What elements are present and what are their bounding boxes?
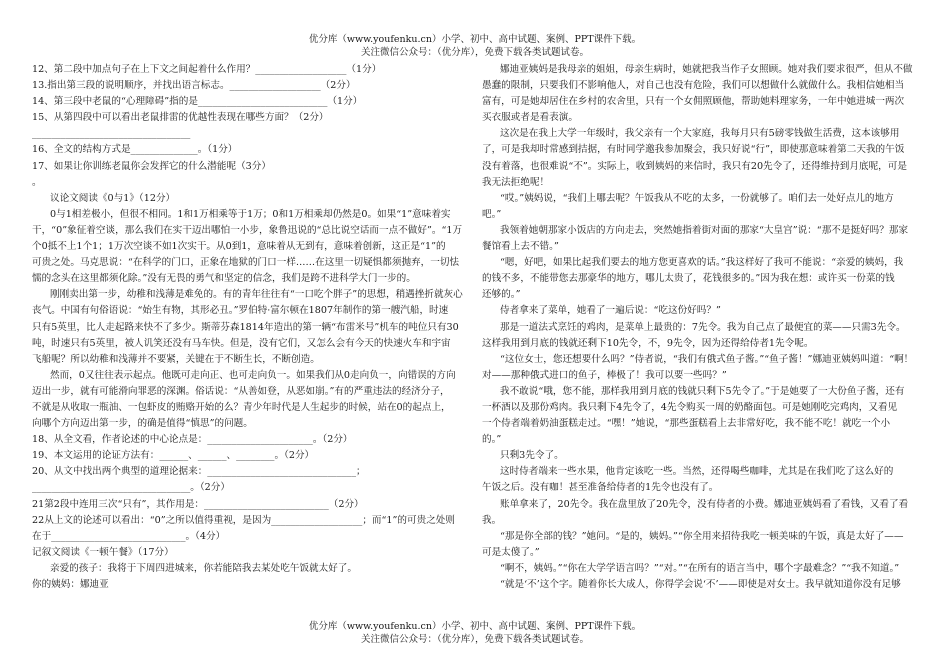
q15-line: 15、从第四段中可以看出老鼠排雷的优越性表现在哪些方面？（2分） xyxy=(32,112,329,124)
essay-line: 只有5英里，比人走起路来快不了多少。斯蒂芬森1814年造出的第一辆“布雷米号”机车的吨位只有30 xyxy=(32,321,459,333)
story-line: 午饭之后。没有咖！甚至准备给侍者的1先令也没有了。 xyxy=(482,482,719,494)
essay-line: 不就是从收取一瓶油、一包虾皮的贿赂开始的么？青少年时代是人生起步的时候，站在0的起点上， xyxy=(32,401,451,413)
essay-line: 刚刚卖出第一步，幼稚和浅薄是难免的。有的青年往往有“一口吃个胖子”的思想，稍遇挫折就灰心 xyxy=(50,289,463,301)
story-line: 侍者拿来了菜单，她看了一遍后说：“吃这份好吗？” xyxy=(500,305,721,317)
story-line: “嗯，好吧，如果比起我们要去的地方您更喜欢的话。”我这样好了我可不能说：“亲爱的姨妈，我 xyxy=(500,257,904,269)
left-column xyxy=(32,62,462,593)
essay-line: 懦的念头在这里都须化除。”没有无畏的勇气和坚定的信念，我们是跨不进科学大门一步的。 xyxy=(32,273,416,285)
story-line: 还够的。” xyxy=(482,289,521,301)
story-line: “哎。”姨妈说，“我们上哪去呢？午饭我从不吃的太多，一份就够了。咱们去一处好点儿的地方 xyxy=(500,192,894,204)
q19-line: 19、本文运用的论证方法有：______、______、________。（2分） xyxy=(32,450,315,462)
story-line: “这位女士，您还想要什么吗？”侍者说，“我们有俄式鱼子酱。”“鱼子酱！”娜迪亚姨妈叫道：“啊！ xyxy=(500,353,914,365)
essay-line: 干，“0”象征着空谈，那么我们在实干迈出哪怕一小步，象鲁迅说的“总比说空话而一点不做好”。“1万 xyxy=(32,224,463,236)
essay-line: 迈出一步，就有可能滑向罪恶的深渊。俗话说：“从善如登，从恶如崩。”有的严重违法的经济分子， xyxy=(32,385,450,397)
essay-line: 向哪个方向迈出第一步，的确是值得“慎思”的问题。 xyxy=(32,418,253,430)
story-line: 那是一道法式烹饪的鸡肉，是菜单上最贵的：7先令。我为自己点了最便宜的菜——只需3先令。 xyxy=(500,321,906,333)
story-line: 我领着她朝那家小饭店的方向走去，突然她指着街对面的那家“大皇宫”说：“那不是挺好吗？那家 xyxy=(500,224,909,236)
story-line: 的。” xyxy=(482,434,502,446)
story-line: 吧。” xyxy=(482,208,502,220)
q21-line: 21第2段中连用三次“只有”，其作用是：__________________________（2分） xyxy=(32,498,364,510)
story-line: 愚蠢的限制，只要我们不影响他人，对自己也没有危险，我们可以想做什么就做什么。我相信她相当 xyxy=(482,80,905,92)
q18-line: 18、从全文看，作者论述的中心论点是：______________________。（2分） xyxy=(32,434,353,446)
q20-line: 20、从文中找出两个典型的道理论据来：_______________________________； xyxy=(32,466,366,478)
right-column xyxy=(482,62,918,593)
story-line: 我不敢说“哦，您不能，那样我用到月底的钱就只剩下5先令了。”于是她要了一大份鱼子酱，还有 xyxy=(500,385,905,397)
answer-blank-line: _________________________________ xyxy=(32,128,191,140)
essay-line: 吨，时速只有5英里，被人讥笑还没有马车快。但是，没有它们，又怎么会有今天的快速火车和宇宙 xyxy=(32,337,451,349)
q20-blank-line: _________________________________。（2分） xyxy=(32,482,230,494)
story-line: 一杯酒以及那份鸡肉。我只剩下4先令了，4先令购买一周的奶酪面包。可是她刚吃完鸡肉，又看见 xyxy=(482,401,898,413)
footer-line-1: 优分库（www.youfenku.cn）小学、初中、高中试题、案例、PPT课件下载。 xyxy=(308,621,642,632)
story-line: 可是太傻了。” xyxy=(482,546,540,558)
q14-line: 14、第三段中老鼠的“心理障碍”指的是___________________________（1分） xyxy=(32,96,363,108)
essay-line: 0与1相差极小，但很不相同。1和1万相乘等于1万；0和1万相乘却仍然是0。如果“1”意味着实 xyxy=(50,208,451,220)
story-line: 富有，可是她却居住在乡村的农舍里，只有一个女佣照顾他，帮助她料理家务，一年中她进城一两次 xyxy=(482,96,905,108)
essay-line: 个0抵不上1个1；1万次空谈不如1次实干。从0到1，意味着从无到有，意味着创新，这正是“1”的 xyxy=(32,241,446,253)
page-header xyxy=(0,33,950,59)
story-line: 了，可是我却时常感到拮据，有时同学邀我参加聚会，我只好说“行”，即使那意味着第二天我的午饭 xyxy=(482,144,905,156)
story-line: 娜迪亚姨妈是我母亲的姐姐，母亲生病时，她就把我当作子女照顾。她对我们要求很严，但从不做 xyxy=(500,64,913,75)
letter-signature: 你的姨妈：娜迪亚 xyxy=(32,579,109,590)
q17-line: 17、如果让你训练老鼠你会发挥它的什么潜能呢（3分） xyxy=(32,160,271,172)
story-line: “就是‘不’这个字。随着你长大成人，你得学会说‘不’——即使是对女士。我早就知道你没有足够 xyxy=(500,579,901,590)
story-line: 没有着落，也很难说“不”。实际上，收到姨妈的来信时，我只有20先令了，还得维持到月底呢，可是 xyxy=(482,160,907,172)
story-line: 我无法拒绝呢！ xyxy=(482,176,550,188)
essay-line: 丧气。中国有句俗语说：“始生有物，其形必丑。”罗伯特·富尔顿在1807年制作的第一艘汽船，时速 xyxy=(32,305,449,317)
q22-line: 22从上文的论述可以看出：“0”之所以值得重视，是因为___________________；而“1”的可贵之处则 xyxy=(32,514,455,526)
story-line: 一个侍者端着奶油蛋糕走过。“嘿！”她说，“那些蛋糕看上去非常好吃，我不能不吃！就吃一个小 xyxy=(482,418,891,430)
story-line: 这次是在我上大学一年级时，我父亲有一个大家庭，我每月只有5磅零钱做生活费，这本该够用 xyxy=(500,128,900,140)
q13-line: 13.指出第三段的说明顺序，并找出语言标志。___________________（2分） xyxy=(32,80,356,92)
essay-line: 可贵之处。马克思说：“在科学的门口，正象在地狱的门口一样……在这里一切疑惧都须抛弃，一切怯 xyxy=(32,257,460,269)
letter-line: 亲爱的孩子：我将于下周四进城来，你若能陪我去某处吃午饭就太好了。 xyxy=(50,562,357,574)
story-line: 餐馆看上去不错。” xyxy=(482,241,559,253)
section-title-narrative: 记叙文阅读《一顿午餐》（17分） xyxy=(32,546,174,558)
story-line: 对——那种俄式进口的鱼子，棒极了！我可以要一些吗？” xyxy=(482,369,727,381)
section-title-argumentative: 议论文阅读《0与1》（12分） xyxy=(50,192,176,204)
header-line-1: 优分库（www.youfenku.cn）小学、初中、高中试题、案例、PPT课件下载。 xyxy=(308,34,642,45)
q22-continued-line: 在于____________________________。（4分） xyxy=(32,530,226,542)
story-line: 的钱不多，不能带您去那豪华的地方，哪儿太贵了，花钱很多的。”因为我在想：或许买一份菜的钱 xyxy=(482,273,895,285)
story-line: 我。 xyxy=(482,514,502,526)
story-line: “啊不，姨妈。”“你在大学学语言吗？”“对。”“在所有的语言当中，哪个字最难念？”“我不知道。” xyxy=(500,562,900,574)
story-line: 这样我用到月底的钱就还剩下10先令，不，9先令，因为还得给侍者1先令呢。 xyxy=(482,337,814,349)
q16-line: 16、全文的结构方式是______________。（1分） xyxy=(32,144,238,156)
story-line: 账单拿来了，20先令。我在盘里放了20先令，没有侍者的小费。娜迪亚姨妈看了看钱，又看了看 xyxy=(500,498,909,510)
story-line: 只剩3先令了。 xyxy=(500,450,564,462)
essay-line: 飞船呢？所以幼稚和浅薄并不要紧，关键在于不断生长，不断创造。 xyxy=(32,353,320,365)
page-footer xyxy=(0,620,950,646)
footer-line-2: 关注微信公众号：（优分库），免费下载各类试题试卷。 xyxy=(360,634,589,645)
period-line: 。 xyxy=(32,176,42,188)
q12-line: 12、第二段中加点句子在上下文之间起着什么作用？___________________（1分） xyxy=(32,64,382,75)
story-line: 这时侍者端来一些水果，他肯定该吃一些。当然，还得喝些咖啡，尤其是在我们吃了这么好的 xyxy=(500,466,894,478)
story-line: 买衣服或者是看表演。 xyxy=(482,112,578,124)
header-line-2: 关注微信公众号：（优分库），免费下载各类试题试卷。 xyxy=(360,47,589,58)
essay-line: 然而，0又往往表示起点。他既可走向正、也可走向负一。如果我们从0走向负一，向错误的方向 xyxy=(50,369,456,381)
story-line: “那是你全部的钱？”她问。“是的，姨妈。”“你全用来招待我吃一顿美味的午饭，真是太好了—— xyxy=(500,530,904,542)
